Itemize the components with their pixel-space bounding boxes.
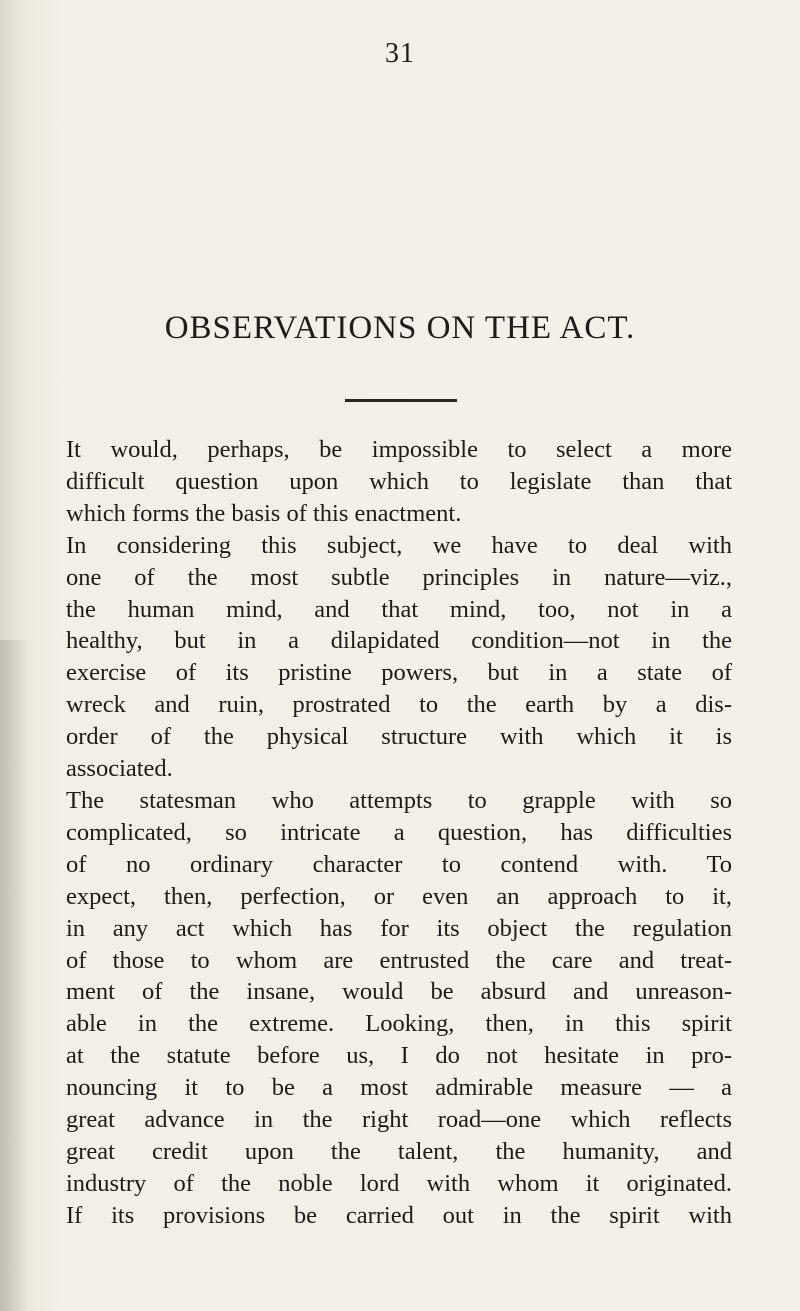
text-line: great credit upon the talent, the humanity, and [66,1137,732,1165]
text-line: ment of the insane, would be absurd and unreason- [66,978,732,1006]
text-line: difficult question upon which to legislate than that [66,467,732,495]
text-line: of those to whom are entrusted the care and treat- [66,946,732,974]
text-line: expect, then, perfection, or even an approach to it, [66,882,732,910]
text-line: exercise of its pristine powers, but in a state of [66,659,732,687]
text-line: If its provisions be carried out in the spirit with [66,1201,732,1229]
text-line: at the statute before us, I do not hesitate in pro- [66,1042,732,1070]
text-line: nouncing it to be a most admirable measure — a [66,1074,732,1102]
body-text [66,434,732,1232]
text-line: great advance in the right road—one which reflects [66,1106,732,1134]
text-line: order of the physical structure with which it is [66,723,732,751]
text-line: which forms the basis of this enactment. [66,499,462,527]
text-line: associated. [66,755,173,783]
heading-rule [345,399,457,402]
text-line: complicated, so intricate a question, has difficulties [66,818,732,846]
binding-shadow [0,640,30,1311]
text-line: able in the extreme. Looking, then, in this spirit [66,1010,732,1038]
text-line: It would, perhaps, be impossible to select a more [66,436,732,463]
text-line: one of the most subtle principles in nature—viz., [66,563,732,591]
text-line: In considering this subject, we have to deal with [66,531,732,559]
page-number: 31 [385,38,415,69]
text-line: of no ordinary character to contend with. To [66,850,732,878]
text-line: the human mind, and that mind, too, not in a [66,595,732,623]
text-line: healthy, but in a dilapidated condition—not in the [66,627,732,655]
text-line: industry of the noble lord with whom it originated. [66,1169,732,1197]
text-line: in any act which has for its object the regulation [66,914,732,942]
text-line: The statesman who attempts to grapple with so [66,786,732,814]
section-heading: OBSERVATIONS ON THE ACT. [164,310,636,346]
text-line: wreck and ruin, prostrated to the earth by a dis- [66,691,732,719]
